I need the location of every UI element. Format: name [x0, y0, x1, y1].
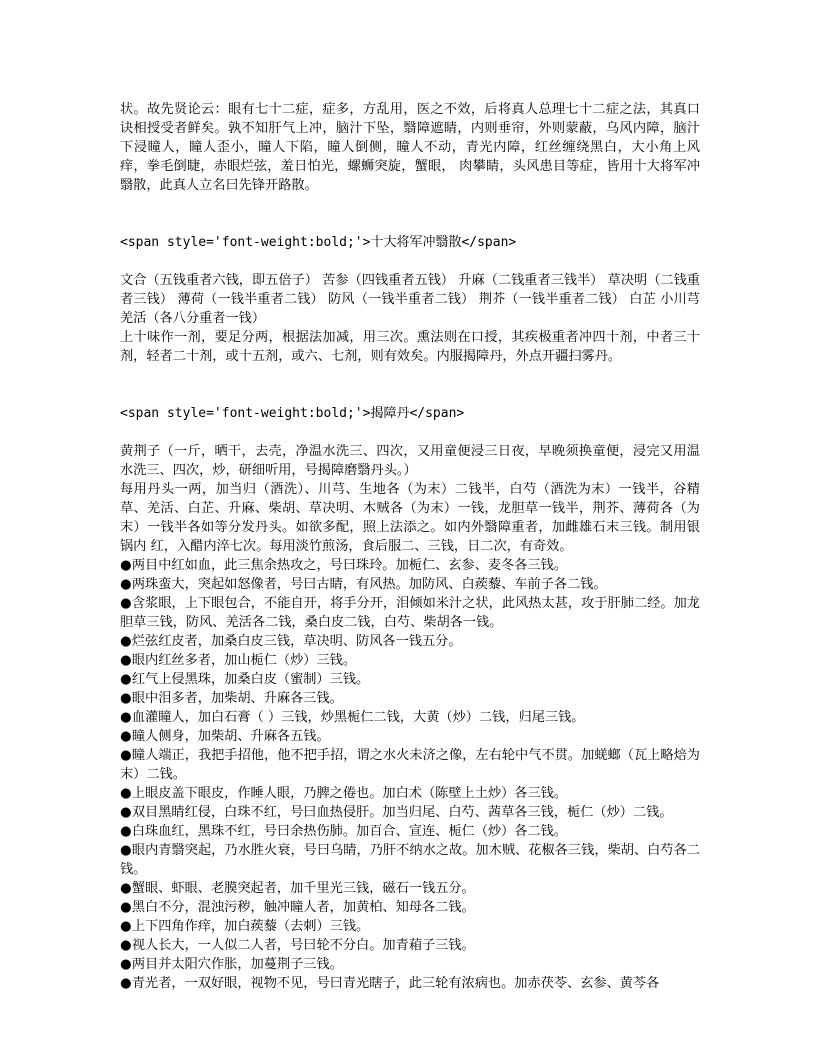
- list-item-text: 视人长大，一人似二人者，号曰轮不分白。加青葙子三钱。: [131, 938, 475, 953]
- usage-paragraph: 上十味作一剂，要足分两，根据法加减，用三次。熏法则在口授，其疾极重者冲四十剂，中者三十剂，轻者二十剂，或十五剂，或六、七剂，则有效矣。内服揭障丹，外点开疆扫雾丹。: [120, 330, 700, 364]
- intro-paragraph: 状。故先贤论云：眼有七十二症，症多，方乱用，医之不效，后将真人总理七十二症之法，其真口诀相授受者鲜矣。孰不知肝气上冲，脑汁下坠，翳障遮睛，内则垂帘，外则蒙蔽，乌风内障，脑汁下浸瞳人，瞳人歪小，瞳人下陷，瞳人倒侧，瞳人不动，青光内障，红丝缠绕黑白，大小角上风痒，拳毛倒睫，赤眼烂弦，羞日怕光，螺蛳突旋，蟹眼， 肉攀睛，头风患目等症，皆用十大将军冲翳散，此真人立名曰先锋开路散。: [120, 102, 700, 193]
- list-item-text: 上眼皮盖下眼皮，作睡人眼，乃脾之倦也。加白术（陈壁上土炒）各三钱。: [131, 786, 568, 801]
- list-item: [120, 575, 700, 594]
- bullet-icon: ●: [120, 919, 132, 934]
- bullet-icon: ●: [120, 881, 132, 896]
- section-heading-jiezhang: <span style='font-weight:bold;'>揭障丹</span>: [120, 406, 465, 421]
- list-item: [120, 556, 700, 575]
- list-item-text: 眼中泪多者，加柴胡、升麻各三钱。: [131, 691, 343, 706]
- list-item-text: 两目并太阳穴作胀，加蔓荆子三钱。: [131, 957, 343, 972]
- bullet-icon: ●: [120, 558, 132, 573]
- list-item: [120, 689, 700, 708]
- list-item: [120, 727, 700, 746]
- list-item-text: 血灌瞳人，加白石膏（ ）三钱，炒黑栀仁二钱，大黄（炒）二钱，归尾三钱。: [131, 710, 585, 725]
- bullet-icon: ●: [120, 805, 132, 820]
- list-item: [120, 974, 700, 993]
- list-item-text: 上下四角作痒，加白蒺藜（去刺）三钱。: [131, 919, 370, 934]
- list-item-text: 红气上侵黑珠，加桑白皮（蜜制）三钱。: [131, 672, 370, 687]
- bullet-icon: ●: [120, 710, 132, 725]
- list-item-text: 两珠蛮大，突起如怒像者，号曰古睛，有风热。加防风、白蒺藜、车前子各二钱。: [131, 577, 607, 592]
- list-item: [120, 803, 700, 822]
- section-heading-shijiang: <span style='font-weight:bold;'>十大将军冲翳散</span>: [120, 235, 517, 250]
- list-item-text: 白珠血红，黑珠不红，号曰余热伤肺。加百合、宣连、栀仁（炒）各二钱。: [131, 824, 568, 839]
- jiezhang-preparation: 黄荆子（一斤，晒干，去壳，净温水洗三、四次，又用童便浸三日夜，早晚须换童便，浸完又用温水洗三、四次，炒，研细听用，号揭障磨翳丹头。）: [120, 444, 700, 478]
- bullet-icon: ●: [120, 729, 132, 744]
- list-item: [120, 917, 700, 936]
- list-item-text: 烂弦红皮者，加桑白皮三钱，草决明、防风各一钱五分。: [131, 634, 462, 649]
- symptom-list: [120, 556, 700, 993]
- list-item-text: 眼内青翳突起，乃水胜火衰，号曰乌睛，乃肝不纳水之故。加木贼、花椒各三钱，柴胡、白芍各二钱。: [120, 843, 700, 877]
- list-item: [120, 632, 700, 651]
- bullet-icon: ●: [120, 672, 132, 687]
- bullet-icon: ●: [120, 786, 132, 801]
- list-item: [120, 708, 700, 727]
- list-item: [120, 955, 700, 974]
- list-item-text: 含浆眼，上下眼包合，不能自开，将手分开，泪倾如米汁之状，此风热太甚，攻于肝肺二经。加龙胆草三钱，防风、羌活各二钱，桑白皮二钱，白芍、柴胡各一钱。: [120, 596, 700, 630]
- list-item: [120, 936, 700, 955]
- list-item: [120, 594, 700, 632]
- bullet-icon: ●: [120, 634, 132, 649]
- bullet-icon: ●: [120, 577, 132, 592]
- list-item: [120, 746, 700, 784]
- document-body: [120, 100, 700, 993]
- list-item-text: 瞳人端正，我把手招他，他不把手招，谓之水火未济之像，左右轮中气不贯。加蜣螂（瓦上略焙为末）二钱。: [120, 748, 700, 782]
- bullet-icon: ●: [120, 938, 132, 953]
- bullet-icon: ●: [120, 957, 132, 972]
- list-item-text: 两目中红如血，此三焦余热攻之，号曰珠玲。加栀仁、玄参、麦冬各三钱。: [131, 558, 568, 573]
- list-item-text: 青光者，一双好眼，视物不见，号曰青光瞎子，此三轮有浓病也。加赤茯苓、玄参、黄芩各: [131, 976, 660, 991]
- bullet-icon: ●: [120, 653, 132, 668]
- bullet-icon: ●: [120, 900, 132, 915]
- list-item-text: 瞳人侧身，加柴胡、升麻各五钱。: [131, 729, 330, 744]
- bullet-icon: ●: [120, 691, 132, 706]
- bullet-icon: ●: [120, 596, 132, 611]
- bullet-icon: ●: [120, 976, 132, 991]
- list-item-text: 眼内红丝多者，加山栀仁（炒）三钱。: [131, 653, 357, 668]
- bullet-icon: ●: [120, 748, 132, 763]
- list-item: [120, 670, 700, 689]
- bullet-icon: ●: [120, 843, 132, 858]
- bullet-icon: ●: [120, 824, 132, 839]
- jiezhang-dosage: 每用丹头一两，加当归（酒洗）、川芎、生地各（为末）二钱半，白芍（酒洗为末）一钱半，谷精草、羌活、白芷、升麻、柴胡、草决明、木贼各（为末）一钱，龙胆草一钱半，荆芥、薄荷各（为末）一钱半各如等分发丹头。如欲多配，照上法添之。如内外翳障重者，加雌雄石末三钱。制用银锅内 红，入醋内淬七次。每用淡竹煎汤，食后服二、三钱，日二次，有奇效。: [120, 482, 700, 554]
- list-item: [120, 898, 700, 917]
- ingredients-paragraph: 文合（五钱重者六钱，即五倍子） 苦参（四钱重者五钱） 升麻（二钱重者三钱半） 草决明（二钱重者三钱） 薄荷（一钱半重者二钱） 防风（一钱半重者二钱） 荆芥（一钱半重者二钱） 白芷 小川芎 羌活（各八分重者一钱）: [120, 273, 700, 326]
- list-item-text: 双目黑睛红侵，白珠不红，号曰血热侵肝。加当归尾、白芍、茜草各三钱，栀仁（炒）二钱。: [131, 805, 673, 820]
- list-item: [120, 651, 700, 670]
- list-item-text: 蟹眼、虾眼、老膜突起者，加千里光三钱，磁石一钱五分。: [131, 881, 475, 896]
- list-item: [120, 879, 700, 898]
- list-item: [120, 841, 700, 879]
- list-item: [120, 784, 700, 803]
- list-item: [120, 822, 700, 841]
- list-item-text: 黑白不分，混浊污秽，触冲瞳人者，加黄柏、知母各二钱。: [131, 900, 475, 915]
